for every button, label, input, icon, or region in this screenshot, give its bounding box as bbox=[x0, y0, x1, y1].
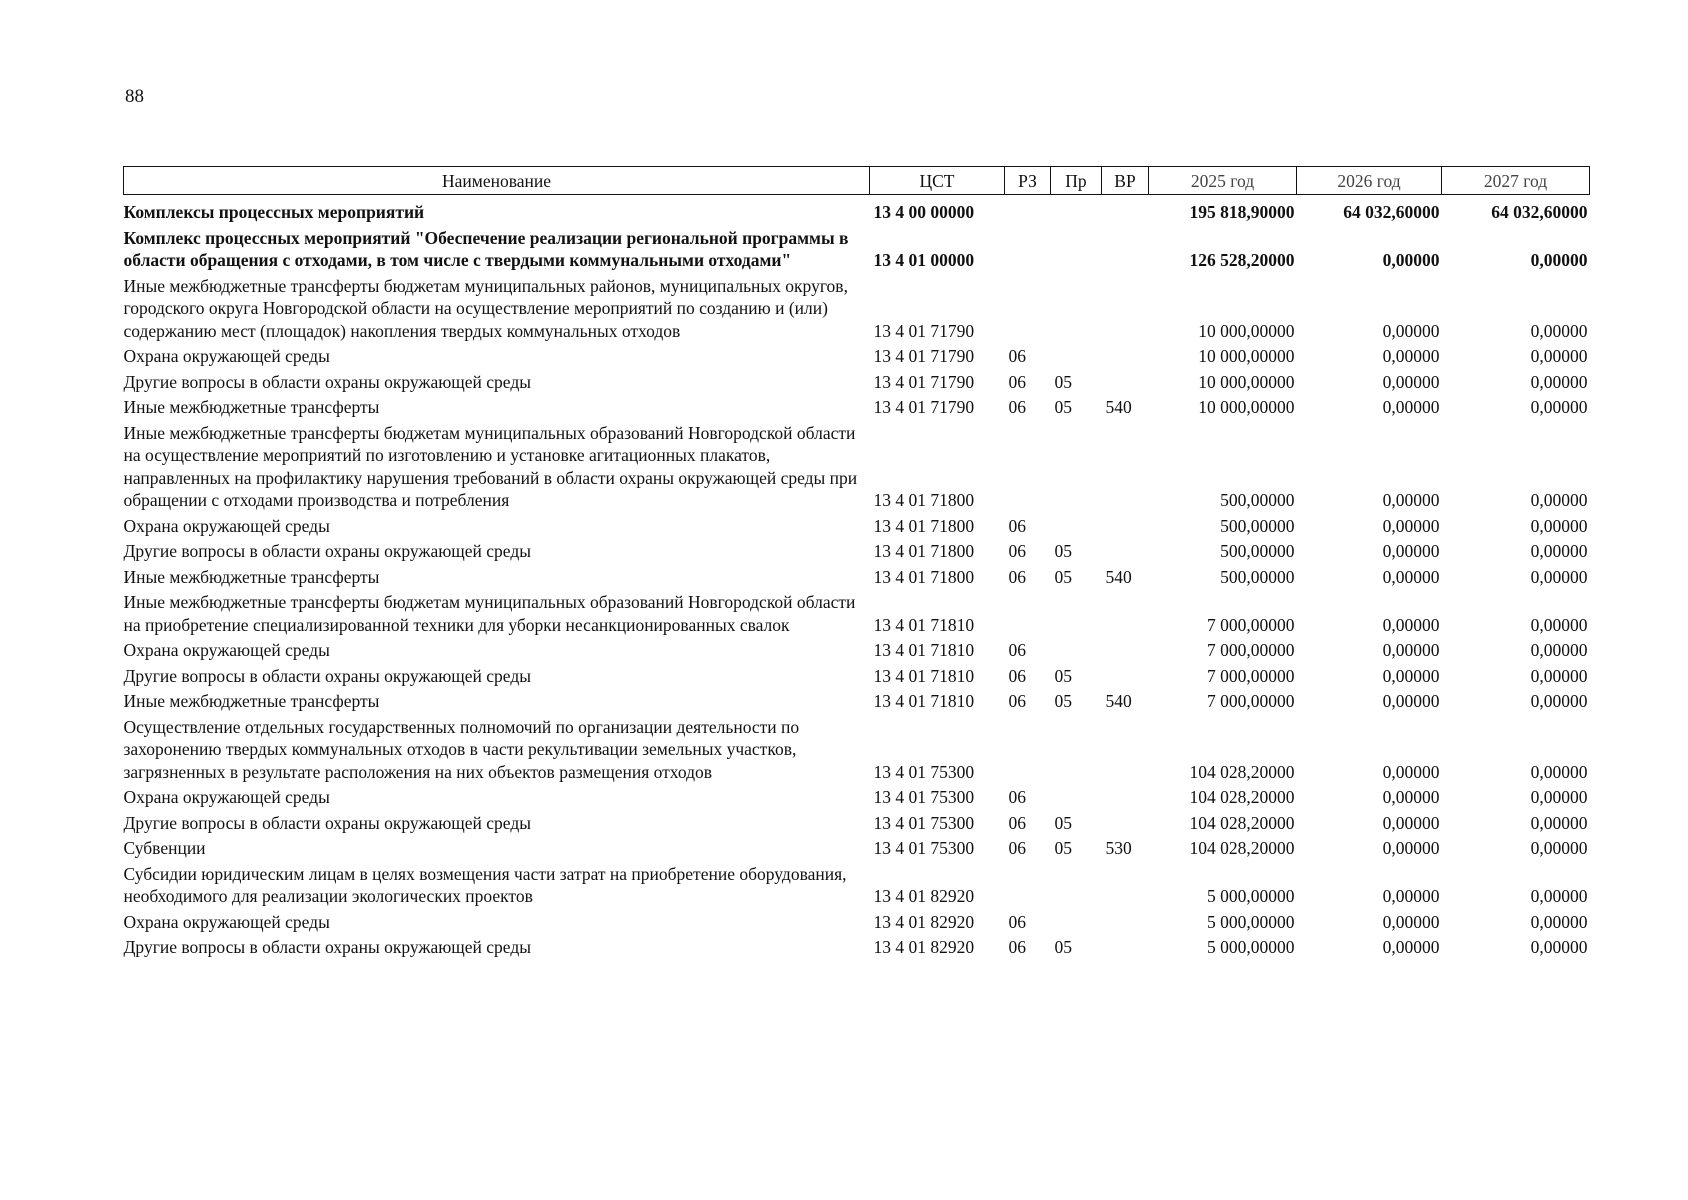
cell-y2027: 0,00000 bbox=[1530, 371, 1588, 392]
table-row bbox=[124, 662, 1590, 688]
cell-y2025: 500,00000 bbox=[1220, 490, 1295, 510]
cell-name: Другие вопросы в области охраны окружающей среды bbox=[123, 371, 531, 392]
cell-cst: 13 4 01 00000 bbox=[873, 250, 975, 270]
cell-name: Другие вопросы в области охраны окружающей среды bbox=[123, 937, 531, 957]
table-row bbox=[124, 908, 1590, 934]
cell-rz: 06 bbox=[1008, 787, 1026, 807]
cell-y2026: 0,00000 bbox=[1382, 665, 1440, 686]
cell-vr: 540 bbox=[1105, 397, 1132, 417]
table-row bbox=[124, 342, 1590, 368]
cell-cst: 13 4 01 71790 bbox=[873, 371, 975, 392]
cell-y2026: 0,00000 bbox=[1382, 490, 1440, 510]
cell-pr: 05 bbox=[1054, 812, 1072, 833]
cell-cst: 13 4 00 00000 bbox=[873, 202, 975, 222]
cell-y2026: 0,00000 bbox=[1382, 937, 1440, 957]
cell-vr bbox=[1102, 342, 1149, 368]
cell-y2027: 0,00000 bbox=[1530, 886, 1588, 906]
cell-rz: 06 bbox=[1008, 937, 1026, 957]
cell-y2026: 0,00000 bbox=[1382, 320, 1440, 341]
cell-y2027: 0,00000 bbox=[1530, 250, 1588, 270]
cell-cst: 13 4 01 71790 bbox=[873, 320, 975, 341]
cell-cst: 13 4 01 71790 bbox=[873, 397, 975, 417]
table-row bbox=[124, 687, 1590, 713]
cell-pr bbox=[1051, 783, 1102, 809]
cell-y2025: 7 000,00000 bbox=[1207, 640, 1295, 660]
table-row bbox=[124, 368, 1590, 394]
cell-cst: 13 4 01 75300 bbox=[873, 838, 975, 858]
cell-pr: 05 bbox=[1054, 691, 1072, 711]
header-name: Наименование bbox=[124, 167, 870, 195]
cell-y2025: 104 028,20000 bbox=[1189, 812, 1295, 833]
cell-rz bbox=[1005, 713, 1051, 784]
table-row bbox=[124, 419, 1590, 512]
cell-y2027: 0,00000 bbox=[1530, 911, 1588, 932]
cell-pr bbox=[1051, 588, 1102, 636]
cell-name: Иные межбюджетные трансферты bbox=[123, 691, 380, 711]
cell-name: Охрана окружающей среды bbox=[123, 640, 330, 660]
cell-y2025: 10 000,00000 bbox=[1198, 346, 1295, 366]
cell-vr bbox=[1102, 272, 1149, 343]
table-header-row bbox=[124, 167, 1590, 195]
cell-y2025: 7 000,00000 bbox=[1207, 614, 1295, 635]
cell-y2026: 0,00000 bbox=[1382, 911, 1440, 932]
table-row bbox=[124, 588, 1590, 636]
cell-pr bbox=[1051, 224, 1102, 272]
table-row bbox=[124, 393, 1590, 419]
cell-y2027: 0,00000 bbox=[1530, 761, 1588, 782]
cell-vr: 540 bbox=[1105, 691, 1132, 711]
cell-rz: 06 bbox=[1008, 812, 1026, 833]
page-number: 88 bbox=[125, 86, 144, 107]
cell-y2025: 104 028,20000 bbox=[1189, 838, 1295, 858]
table-row bbox=[124, 713, 1590, 784]
cell-name: Субвенции bbox=[123, 838, 206, 858]
cell-name: Комплекс процессных мероприятий "Обеспечение реализации региональной программы в области обращения с отходами, в том числе с твердыми коммунальными отходами" bbox=[123, 227, 849, 270]
cell-y2025: 500,00000 bbox=[1220, 566, 1295, 587]
table-row bbox=[124, 636, 1590, 662]
cell-y2026: 0,00000 bbox=[1382, 346, 1440, 366]
cell-y2026: 0,00000 bbox=[1382, 640, 1440, 660]
cell-name: Другие вопросы в области охраны окружающей среды bbox=[123, 812, 531, 833]
cell-y2026: 0,00000 bbox=[1382, 250, 1440, 270]
header-2026: 2026 год bbox=[1297, 167, 1442, 195]
header-vr: ВР bbox=[1102, 167, 1149, 195]
cell-vr bbox=[1102, 908, 1149, 934]
cell-vr bbox=[1102, 809, 1149, 835]
cell-y2026: 0,00000 bbox=[1382, 787, 1440, 807]
table-header bbox=[124, 167, 1590, 195]
cell-y2027: 0,00000 bbox=[1530, 640, 1588, 660]
cell-y2027: 0,00000 bbox=[1530, 787, 1588, 807]
cell-y2025: 10 000,00000 bbox=[1198, 320, 1295, 341]
cell-name: Иные межбюджетные трансферты бюджетам муниципальных районов, муниципальных округов, городского округа Новгородской области на осуществление мероприятий по созданию и (или) содержанию мест (площадок) накопления твердых коммунальных отходов bbox=[123, 275, 848, 341]
cell-y2027: 0,00000 bbox=[1530, 541, 1588, 561]
cell-rz: 06 bbox=[1008, 371, 1026, 392]
cell-rz bbox=[1005, 272, 1051, 343]
cell-rz bbox=[1005, 195, 1051, 224]
table-row bbox=[124, 783, 1590, 809]
cell-y2026: 0,00000 bbox=[1382, 812, 1440, 833]
budget-table bbox=[123, 166, 1590, 959]
cell-pr: 05 bbox=[1054, 937, 1072, 957]
cell-y2025: 500,00000 bbox=[1220, 541, 1295, 561]
cell-rz: 06 bbox=[1008, 640, 1026, 660]
cell-name: Охрана окружающей среды bbox=[123, 515, 330, 536]
cell-y2025: 195 818,90000 bbox=[1189, 202, 1295, 222]
cell-pr: 05 bbox=[1054, 541, 1072, 561]
cell-rz bbox=[1005, 588, 1051, 636]
cell-y2025: 7 000,00000 bbox=[1207, 691, 1295, 711]
cell-rz: 06 bbox=[1008, 665, 1026, 686]
cell-rz: 06 bbox=[1008, 346, 1026, 366]
table-row bbox=[124, 537, 1590, 563]
cell-name: Комплексы процессных мероприятий bbox=[123, 202, 425, 222]
table-row bbox=[124, 195, 1590, 224]
cell-pr bbox=[1051, 860, 1102, 908]
header-2025: 2025 год bbox=[1149, 167, 1297, 195]
header-2027: 2027 год bbox=[1442, 167, 1590, 195]
cell-name: Иные межбюджетные трансферты бюджетам муниципальных образований Новгородской области на осуществление мероприятий по изготовлению и установке агитационных плакатов, направленных на профилактику нарушения требований в области охраны окружающей среды при обращении с отходами производства и потребления bbox=[123, 422, 858, 510]
cell-cst: 13 4 01 71800 bbox=[873, 566, 975, 587]
cell-vr: 540 bbox=[1105, 566, 1132, 587]
cell-pr bbox=[1051, 908, 1102, 934]
cell-rz: 06 bbox=[1008, 838, 1026, 858]
cell-y2026: 0,00000 bbox=[1382, 691, 1440, 711]
cell-cst: 13 4 01 82920 bbox=[873, 886, 975, 906]
cell-rz bbox=[1005, 860, 1051, 908]
cell-vr bbox=[1102, 783, 1149, 809]
cell-y2027: 0,00000 bbox=[1530, 320, 1588, 341]
cell-vr bbox=[1102, 224, 1149, 272]
cell-name: Иные межбюджетные трансферты bbox=[123, 397, 380, 417]
cell-cst: 13 4 01 71800 bbox=[873, 541, 975, 561]
cell-y2027: 0,00000 bbox=[1530, 614, 1588, 635]
table-row bbox=[124, 512, 1590, 538]
cell-y2026: 64 032,60000 bbox=[1343, 202, 1440, 222]
cell-name: Другие вопросы в области охраны окружающей среды bbox=[123, 541, 531, 561]
table-row bbox=[124, 809, 1590, 835]
cell-vr bbox=[1102, 636, 1149, 662]
cell-rz: 06 bbox=[1008, 515, 1026, 536]
cell-rz: 06 bbox=[1008, 566, 1026, 587]
table-row bbox=[124, 272, 1590, 343]
cell-y2027: 0,00000 bbox=[1530, 397, 1588, 417]
cell-y2026: 0,00000 bbox=[1382, 371, 1440, 392]
cell-cst: 13 4 01 71810 bbox=[873, 614, 975, 635]
cell-pr: 05 bbox=[1054, 665, 1072, 686]
header-cst: ЦСТ bbox=[870, 167, 1005, 195]
cell-y2025: 104 028,20000 bbox=[1189, 787, 1295, 807]
cell-cst: 13 4 01 71810 bbox=[873, 691, 975, 711]
cell-cst: 13 4 01 71800 bbox=[873, 515, 975, 536]
cell-pr bbox=[1051, 342, 1102, 368]
cell-name: Охрана окружающей среды bbox=[123, 911, 330, 932]
cell-vr bbox=[1102, 419, 1149, 512]
cell-vr: 530 bbox=[1105, 838, 1132, 858]
cell-y2027: 0,00000 bbox=[1530, 937, 1588, 957]
cell-y2025: 126 528,20000 bbox=[1189, 250, 1295, 270]
cell-name: Охрана окружающей среды bbox=[123, 787, 330, 807]
cell-y2026: 0,00000 bbox=[1382, 397, 1440, 417]
cell-y2026: 0,00000 bbox=[1382, 614, 1440, 635]
cell-vr bbox=[1102, 195, 1149, 224]
cell-name: Осуществление отдельных государственных полномочий по организации деятельности по захоронению твердых коммунальных отходов в части рекультивации земельных участков, загрязненных в результате расположения на них объектов размещения отходов bbox=[123, 716, 800, 782]
table-body bbox=[124, 195, 1590, 959]
cell-rz bbox=[1005, 224, 1051, 272]
cell-y2025: 10 000,00000 bbox=[1198, 397, 1295, 417]
cell-y2027: 0,00000 bbox=[1530, 691, 1588, 711]
cell-rz bbox=[1005, 419, 1051, 512]
cell-pr: 05 bbox=[1054, 397, 1072, 417]
cell-vr bbox=[1102, 588, 1149, 636]
table-row bbox=[124, 224, 1590, 272]
cell-cst: 13 4 01 71800 bbox=[873, 490, 975, 510]
cell-cst: 13 4 01 75300 bbox=[873, 761, 975, 782]
cell-y2025: 5 000,00000 bbox=[1207, 886, 1295, 906]
cell-rz: 06 bbox=[1008, 541, 1026, 561]
cell-cst: 13 4 01 71810 bbox=[873, 640, 975, 660]
cell-rz: 06 bbox=[1008, 911, 1026, 932]
cell-name: Иные межбюджетные трансферты бюджетам муниципальных образований Новгородской области на приобретение специализированной техники для уборки несанкционированных свалок bbox=[123, 592, 856, 635]
cell-y2026: 0,00000 bbox=[1382, 761, 1440, 782]
cell-vr bbox=[1102, 713, 1149, 784]
cell-y2027: 0,00000 bbox=[1530, 515, 1588, 536]
cell-pr: 05 bbox=[1054, 566, 1072, 587]
table-row bbox=[124, 933, 1590, 959]
table-row bbox=[124, 860, 1590, 908]
cell-cst: 13 4 01 82920 bbox=[873, 911, 975, 932]
cell-name: Охрана окружающей среды bbox=[123, 346, 330, 366]
cell-y2027: 0,00000 bbox=[1530, 566, 1588, 587]
cell-vr bbox=[1102, 662, 1149, 688]
cell-pr: 05 bbox=[1054, 838, 1072, 858]
cell-y2026: 0,00000 bbox=[1382, 566, 1440, 587]
cell-cst: 13 4 01 82920 bbox=[873, 937, 975, 957]
cell-y2027: 64 032,60000 bbox=[1491, 202, 1588, 222]
cell-pr bbox=[1051, 272, 1102, 343]
cell-y2025: 5 000,00000 bbox=[1207, 937, 1295, 957]
cell-y2027: 0,00000 bbox=[1530, 490, 1588, 510]
cell-pr bbox=[1051, 636, 1102, 662]
header-rz: РЗ bbox=[1005, 167, 1051, 195]
header-pr: Пр bbox=[1051, 167, 1102, 195]
cell-y2026: 0,00000 bbox=[1382, 541, 1440, 561]
table-row bbox=[124, 834, 1590, 860]
cell-pr bbox=[1051, 713, 1102, 784]
cell-rz: 06 bbox=[1008, 691, 1026, 711]
cell-cst: 13 4 01 75300 bbox=[873, 787, 975, 807]
cell-y2027: 0,00000 bbox=[1530, 812, 1588, 833]
cell-y2027: 0,00000 bbox=[1530, 838, 1588, 858]
cell-vr bbox=[1102, 933, 1149, 959]
cell-y2027: 0,00000 bbox=[1530, 346, 1588, 366]
cell-y2025: 7 000,00000 bbox=[1207, 665, 1295, 686]
cell-name: Другие вопросы в области охраны окружающей среды bbox=[123, 665, 531, 686]
cell-y2027: 0,00000 bbox=[1530, 665, 1588, 686]
cell-vr bbox=[1102, 512, 1149, 538]
cell-pr bbox=[1051, 512, 1102, 538]
cell-y2026: 0,00000 bbox=[1382, 886, 1440, 906]
cell-name: Иные межбюджетные трансферты bbox=[123, 566, 380, 587]
cell-cst: 13 4 01 71790 bbox=[873, 346, 975, 366]
cell-pr bbox=[1051, 419, 1102, 512]
cell-y2025: 500,00000 bbox=[1220, 515, 1295, 536]
cell-pr: 05 bbox=[1054, 371, 1072, 392]
cell-y2026: 0,00000 bbox=[1382, 838, 1440, 858]
cell-pr bbox=[1051, 195, 1102, 224]
cell-name: Субсидии юридическим лицам в целях возмещения части затрат на приобретение оборудования, необходимого для реализации экологических проектов bbox=[123, 863, 847, 906]
table-row bbox=[124, 563, 1590, 589]
cell-y2025: 10 000,00000 bbox=[1198, 371, 1295, 392]
cell-cst: 13 4 01 71810 bbox=[873, 665, 975, 686]
cell-y2025: 5 000,00000 bbox=[1207, 911, 1295, 932]
cell-cst: 13 4 01 75300 bbox=[873, 812, 975, 833]
cell-vr bbox=[1102, 537, 1149, 563]
cell-rz: 06 bbox=[1008, 397, 1026, 417]
cell-y2025: 104 028,20000 bbox=[1189, 761, 1295, 782]
cell-y2026: 0,00000 bbox=[1382, 515, 1440, 536]
cell-vr bbox=[1102, 860, 1149, 908]
cell-vr bbox=[1102, 368, 1149, 394]
